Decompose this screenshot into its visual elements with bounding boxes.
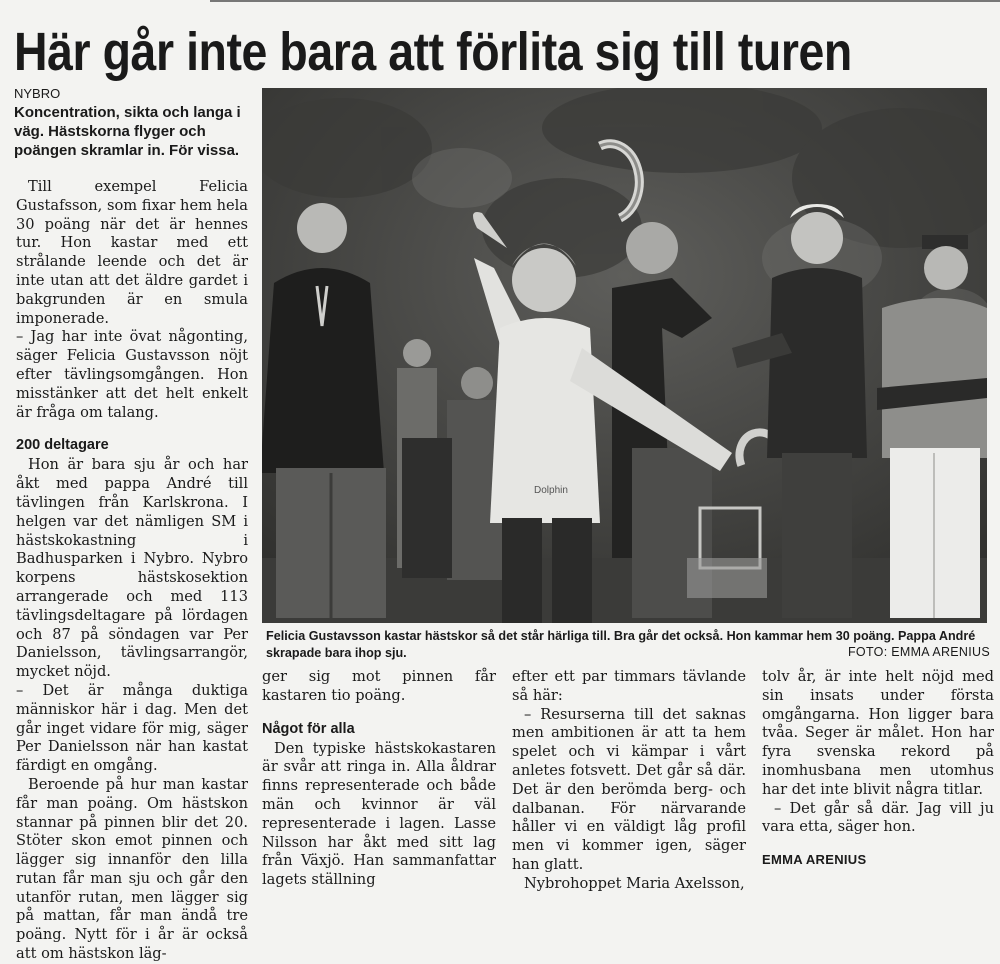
location-label: NYBRO: [14, 86, 61, 101]
photo-caption: Felicia Gustavsson kastar hästskor så det står härliga till. Bra går det också. Hon kammar hem 30 poäng. Pappa André skrapade bara ihop sju.: [266, 629, 976, 660]
subheading: 200 deltagare: [16, 437, 109, 454]
photo-credit: FOTO: EMMA ARENIUS: [848, 645, 990, 659]
paragraph: – Resurserna till det saknas men ambitionen är att ta hem spelet och vi kämpar i vårt anletes fotsvett. Det går så där. Det är den berömda berg- och dalbanan. För närvarande håller vi en väldigt låg profil men vi kommer igen, säger han glatt.: [512, 705, 746, 873]
article-photo: [262, 88, 987, 623]
paragraph: ger sig mot pinnen får kastaren tio poäng.: [262, 668, 496, 704]
paragraph: Beroende på hur man kastar får man poäng. Om hästskon stannar på pinnen blir det 20. Stöter skon emot pinnen och lägger sig innanför den lilla rutan får man sju och går den utanför rutan, men lägger sig på mattan, får man ändå tre poäng. Nytt för i år är också att om hästskon läg-: [16, 775, 248, 963]
subheading: Något för alla: [262, 720, 355, 737]
article-column-1: [16, 178, 248, 964]
headline: Här går inte bara att förlita sig till turen: [14, 22, 852, 82]
paragraph: – Det går så där. Jag vill ju vara etta, säger hon.: [762, 799, 994, 836]
photo-illustration: [262, 88, 987, 623]
byline: EMMA ARENIUS: [762, 852, 867, 868]
paragraph: – Jag har inte övat någonting, säger Felicia Gustavsson nöjt efter tävlingsomgången. Hon misstänker att det helt enkelt är fråga om talang.: [16, 328, 248, 421]
ingress: Koncentration, sikta och langa i väg. Hästskorna flyger och poängen skramlar in. För vissa.: [14, 104, 241, 159]
paragraph: Den typiske hästskokastaren är svår att ringa in. Alla åldrar finns representerade och både män och kvinnor är väl representerade i lagen. Lasse Nilsson har åkt med sitt lag från Växjö. Han sammanfattar lagets ställning: [262, 739, 496, 889]
jacket-logo: Dolphin: [534, 485, 568, 496]
paragraph: – Det är många duktiga människor här i dag. Men det går inget vidare för mig, säger Per Danielsson när han kastat färdigt en omgång.: [16, 681, 248, 775]
article-column-4: [762, 668, 994, 870]
paragraph: Till exempel Felicia Gustafsson, som fixar hem hela 30 poäng när det är hennes tur. Hon kastar med ett strålande leende och det är inte utan att det äldre gardet i bakgrunden är en smula imponerade.: [16, 178, 248, 327]
paragraph: efter ett par timmars tävlande så här:: [512, 668, 746, 704]
top-rule: [210, 0, 1000, 2]
article-column-2: [262, 668, 496, 890]
paragraph: Nybrohoppet Maria Axelsson,: [524, 874, 745, 892]
paragraph: tolv år, är inte helt nöjd med sin insats under första omgångarna. Hon ligger bara tvåa. Seger är målet. Hon har fyra svenska rekord på inomhusbana men utomhus har det inte blivit några titlar.: [762, 668, 994, 798]
paragraph: Hon är bara sju år och har åkt med pappa André till tävlingen från Karlskrona. I helgen var det nämligen SM i hästskokastning i Badhusparken i Nybro. Nybro korpens hästskosektion arrangerade och med 113 tävlingsdeltagare på lördagen och 87 på söndagen var Per Danielsson, tävlingsarrangör, mycket nöjd.: [16, 456, 248, 681]
article-column-3: [512, 668, 746, 894]
